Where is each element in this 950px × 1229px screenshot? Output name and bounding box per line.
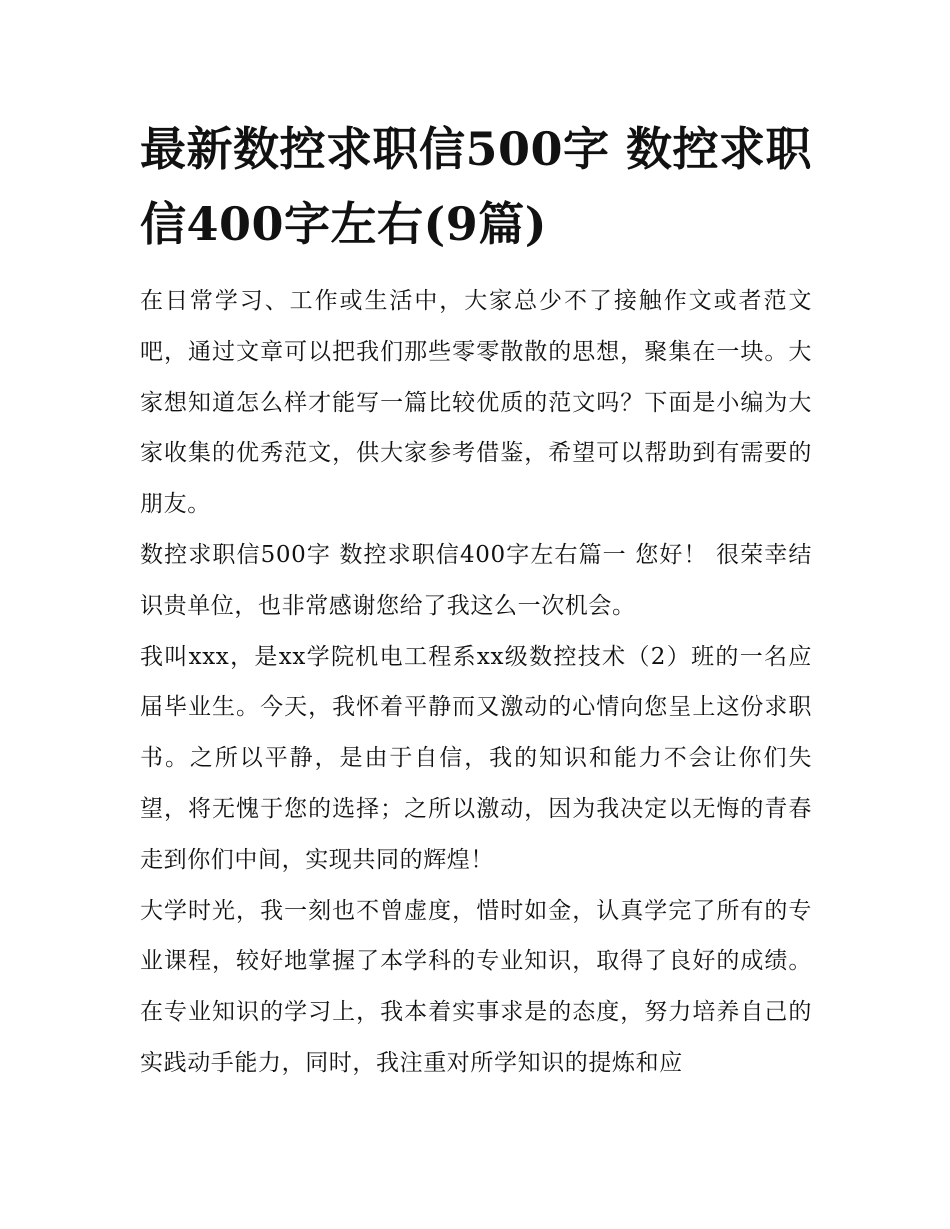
document-body bbox=[140, 276, 812, 1089]
greeting-paragraph: 数控求职信500字 数控求职信400字左右篇一 您好！ 很荣幸结识贵单位，也非常感谢您给了我这么一次机会。 bbox=[140, 541, 812, 619]
document-title: 最新数控求职信500字 数控求职信400字左右(9篇) bbox=[140, 122, 813, 251]
university-experience-paragraph: 大学时光，我一刻也不曾虚度，惜时如金，认真学完了所有的专业课程，较好地掌握了本学科的专业知识，取得了良好的成绩。在专业知识的学习上，我本着实事求是的态度，努力培养自己的实践动手能力，同时，我注重对所学知识的提炼和应 bbox=[140, 897, 812, 1076]
intro-paragraph: 在日常学习、工作或生活中，大家总少不了接触作文或者范文吧，通过文章可以把我们那些零零散散的思想，聚集在一块。大家想知道怎么样才能写一篇比较优质的范文吗？下面是小编为大家收集的优秀范文，供大家参考借鉴，希望可以帮助到有需要的朋友。 bbox=[140, 288, 812, 518]
self-introduction-paragraph: 我叫xxx，是xx学院机电工程系xx级数控技术（2）班的一名应届毕业生。今天，我怀着平静而又激动的心情向您呈上这份求职书。之所以平静，是由于自信，我的知识和能力不会让你们失望，将无愧于您的选择；之所以激动，因为我决定以无悔的青春走到你们中间，实现共同的辉煌！ bbox=[140, 643, 812, 873]
